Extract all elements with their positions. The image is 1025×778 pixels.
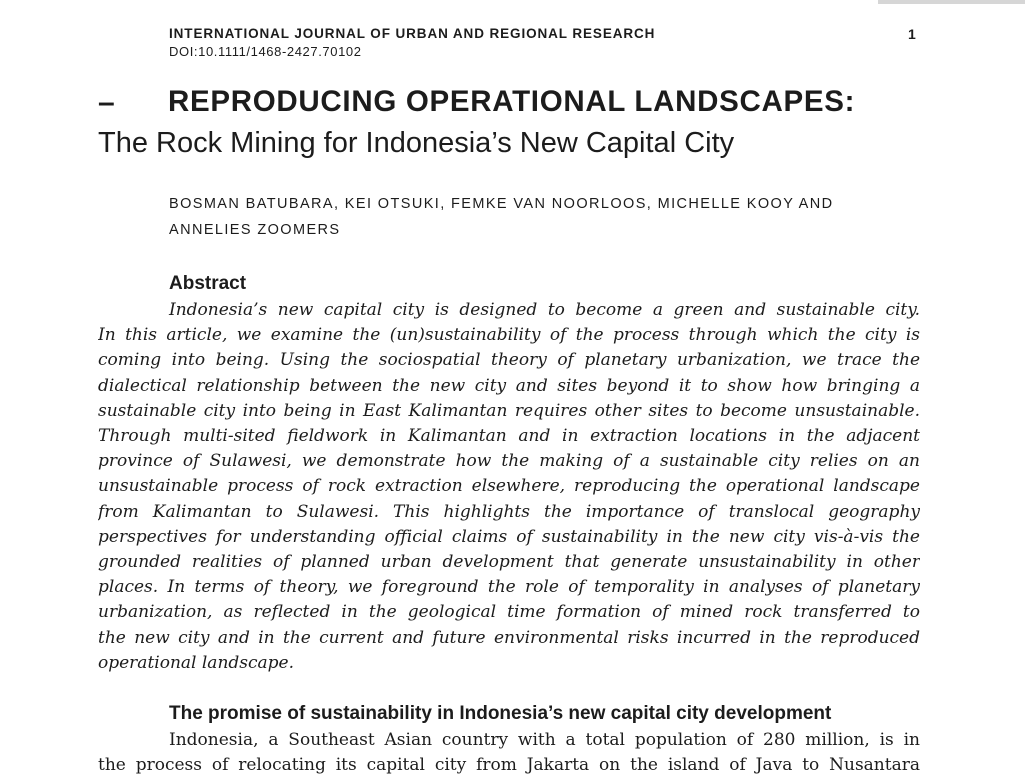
abstract-line: sustainable city into being in East Kalimantan requires other sites to become unsustainable. bbox=[98, 400, 920, 421]
body-line: the process of relocating its capital city from Jakarta on the island of Java to Nusantara bbox=[98, 755, 920, 776]
abstract-line: dialectical relationship between the new city and sites beyond it to show how bringing a bbox=[98, 375, 920, 396]
abstract-line: from Kalimantan to Sulawesi. This highlights the importance of translocal geography bbox=[98, 501, 920, 522]
abstract-line: Indonesia’s new capital city is designed to become a green and sustainable city. bbox=[169, 300, 920, 320]
abstract-line: province of Sulawesi, we demonstrate how the making of a sustainable city relies on an bbox=[98, 451, 920, 472]
article-subtitle: The Rock Mining for Indonesia’s New Capital City bbox=[98, 127, 735, 159]
page-number: 1 bbox=[908, 26, 916, 42]
section-heading: The promise of sustainability in Indonesia’s new capital city development bbox=[169, 703, 832, 724]
abstract-line: grounded realities of planned urban development that generate unsustainability in other bbox=[98, 552, 920, 573]
article-title: REPRODUCING OPERATIONAL LANDSCAPES: bbox=[168, 85, 856, 118]
abstract-line: urbanization, as reflected in the geological time formation of mined rock transferred to bbox=[98, 602, 920, 623]
abstract-line: operational landscape. bbox=[98, 652, 294, 673]
abstract-body bbox=[98, 298, 920, 676]
abstract-line: coming into being. Using the sociospatial theory of planetary urbanization, we trace the bbox=[98, 350, 920, 371]
abstract-line: Through multi-sited fieldwork in Kalimantan and in extraction locations in the adjacent bbox=[98, 426, 920, 447]
title-dash: – bbox=[98, 86, 115, 119]
abstract-line: the new city and in the current and future environmental risks incurred in the reproduced bbox=[98, 627, 920, 648]
abstract-line: unsustainable process of rock extraction elsewhere, reproducing the operational landscape bbox=[98, 476, 920, 497]
doi: DOI:10.1111/1468-2427.70102 bbox=[169, 44, 362, 59]
abstract-heading: Abstract bbox=[169, 273, 247, 294]
author-line: BOSMAN BATUBARA, KEI OTSUKI, FEMKE VAN NOORLOOS, MICHELLE KOOY AND bbox=[169, 196, 834, 212]
body-line: Indonesia, a Southeast Asian country with a total population of 280 million, is in bbox=[169, 730, 920, 750]
section-body bbox=[98, 728, 920, 778]
author-line: ANNELIES ZOOMERS bbox=[169, 222, 341, 238]
viewer-corner-bar bbox=[878, 0, 1025, 4]
journal-name: INTERNATIONAL JOURNAL OF URBAN AND REGIONAL RESEARCH bbox=[169, 26, 656, 41]
abstract-line: In this article, we examine the (un)sustainability of the process through which the city is bbox=[98, 325, 920, 346]
abstract-line: places. In terms of theory, we foreground the role of temporality in analyses of planetary bbox=[98, 577, 920, 598]
abstract-line: perspectives for understanding official claims of sustainability in the new city vis-à-vis the bbox=[98, 526, 920, 547]
author-list bbox=[169, 191, 909, 243]
